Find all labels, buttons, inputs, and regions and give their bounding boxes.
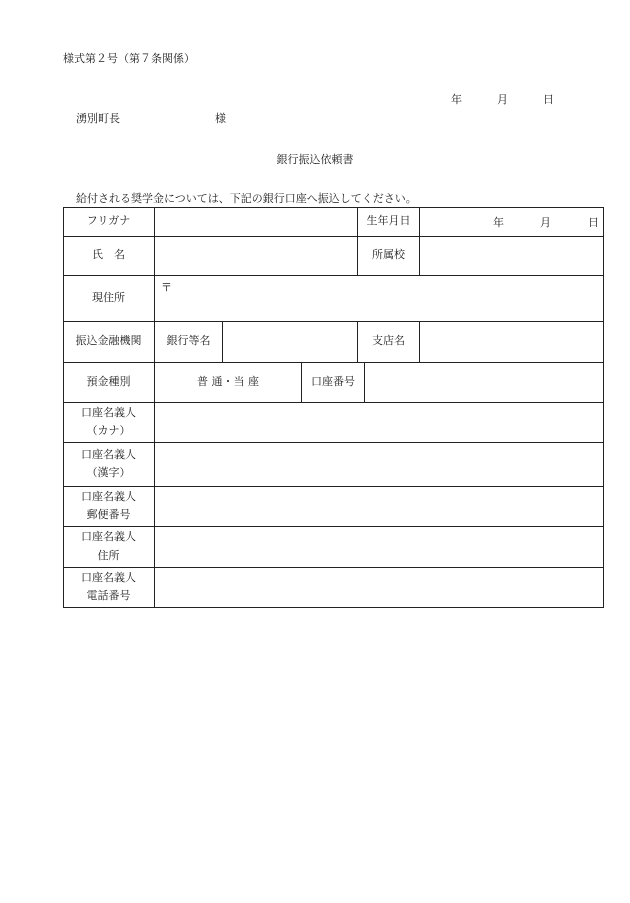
name-field[interactable]: [155, 236, 357, 275]
holder-kana-label: [63, 402, 154, 442]
address-label: 現住所: [92, 290, 125, 304]
birth-year-label: 年: [493, 216, 504, 229]
address-field[interactable]: [155, 275, 603, 321]
holder-kana-label-line1: 口座名義人: [81, 405, 136, 419]
date-month-label: 月: [497, 93, 508, 106]
deposit-type-label: 預金種別: [86, 374, 131, 388]
table-border-bottom: [63, 607, 604, 608]
addressee: 湧別町長: [76, 112, 120, 125]
holder-address-label: [63, 526, 154, 567]
holder-postal-field[interactable]: [155, 486, 603, 526]
holder-phone-label-line1: 口座名義人: [81, 570, 136, 584]
account-number-field[interactable]: [365, 362, 603, 402]
bank-name-label: 銀行等名: [166, 334, 211, 348]
addressee-honorific: 様: [215, 112, 226, 125]
holder-postal-label-line2: 郵便番号: [86, 508, 131, 521]
bank-institution-label: 振込金融機関: [75, 334, 142, 348]
holder-address-field[interactable]: [155, 526, 603, 567]
account-number-label: 口座番号: [311, 374, 355, 388]
holder-kana-label-line2: （カナ）: [86, 424, 131, 437]
branch-name-label: 支店名: [372, 334, 405, 348]
date-year-label: 年: [451, 93, 462, 106]
holder-kanji-label-line2: （漢字）: [86, 466, 131, 479]
birthdate-label: 生年月日: [366, 214, 411, 228]
furigana-field[interactable]: [155, 207, 357, 236]
birth-month-label: 月: [540, 216, 551, 229]
school-label: 所属校: [372, 248, 405, 262]
school-field[interactable]: [420, 236, 603, 275]
furigana-label: フリガナ: [86, 214, 131, 228]
holder-kana-field[interactable]: [155, 402, 603, 442]
holder-kanji-field[interactable]: [155, 442, 603, 486]
postal-mark: 〒: [161, 281, 172, 294]
deposit-type-options[interactable]: 普 通・当 座: [197, 374, 259, 388]
holder-kanji-label: [63, 442, 154, 486]
holder-phone-field[interactable]: [155, 567, 603, 607]
branch-name-field[interactable]: [420, 321, 603, 362]
name-label: 氏 名: [92, 248, 125, 262]
birth-day-label: 日: [588, 216, 599, 229]
holder-phone-label: [63, 567, 154, 607]
birthdate-field[interactable]: [420, 207, 603, 236]
holder-address-label-line1: 口座名義人: [81, 530, 136, 544]
holder-postal-label-line1: 口座名義人: [81, 489, 136, 503]
holder-phone-label-line2: 電話番号: [86, 589, 131, 602]
form-number: 様式第２号（第７条関係）: [63, 52, 195, 65]
bank-name-field[interactable]: [223, 321, 357, 362]
table-border-right: [603, 207, 604, 608]
holder-postal-label: [63, 486, 154, 526]
document-title: 銀行振込依頼書: [276, 153, 354, 166]
intro-text: 給付される奨学金については、下記の銀行口座へ振込してください。: [76, 192, 417, 205]
date-day-label: 日: [543, 93, 554, 106]
holder-address-label-line2: 住所: [97, 548, 120, 562]
holder-kanji-label-line1: 口座名義人: [81, 447, 136, 461]
